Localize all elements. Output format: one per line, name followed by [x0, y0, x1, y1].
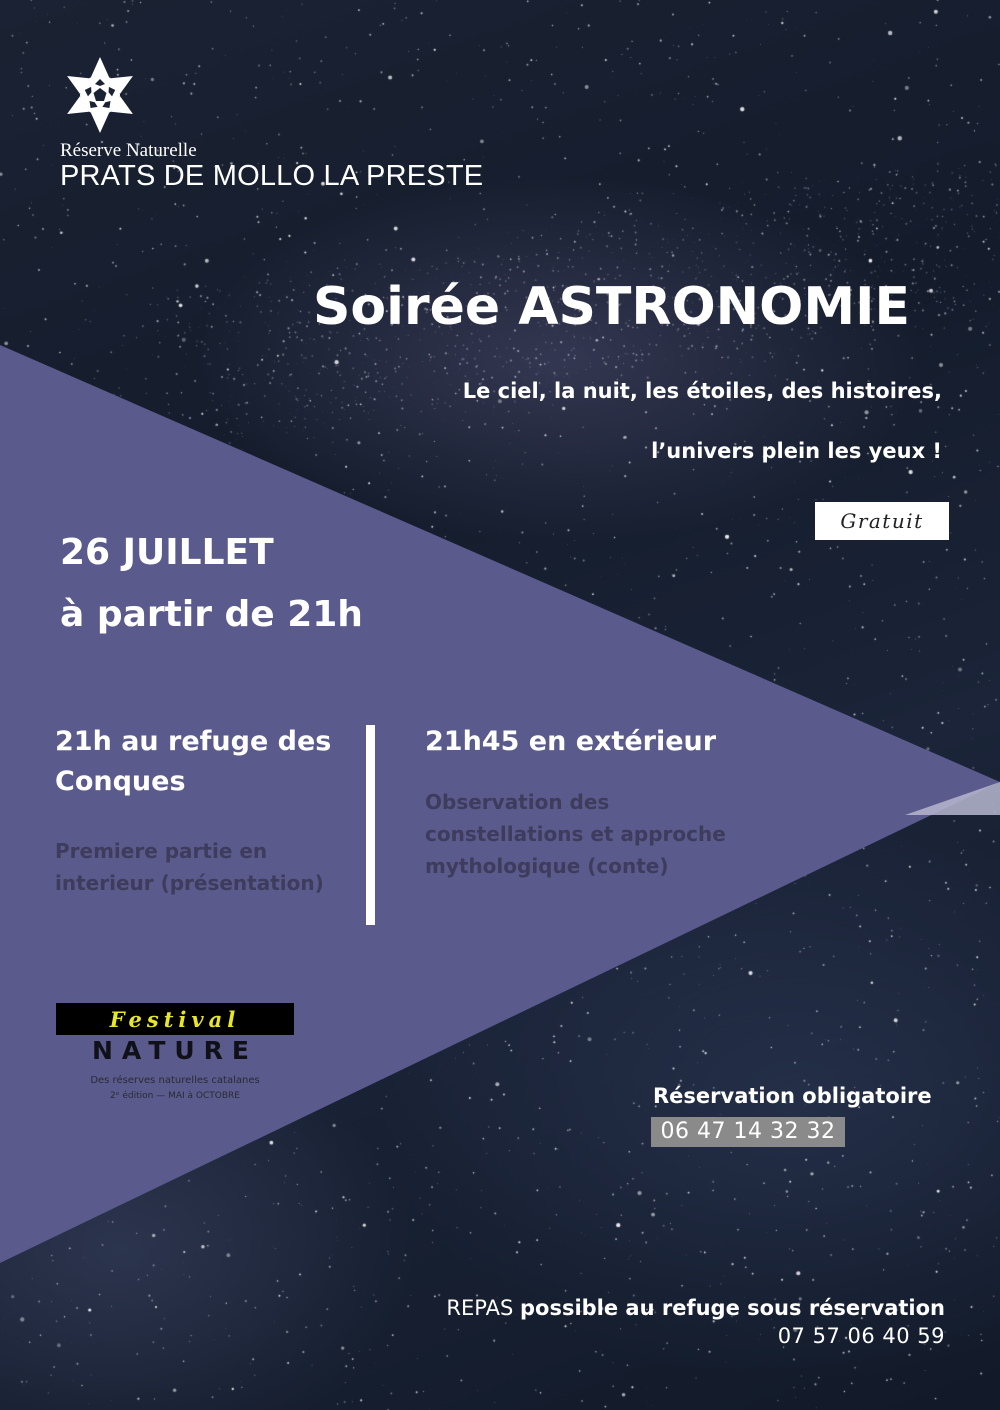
- reserve-logo-icon: [60, 55, 140, 135]
- free-badge: Gratuit: [815, 502, 949, 540]
- festival-word: Festival: [109, 1006, 241, 1032]
- event-date: 26 JUILLET: [60, 532, 274, 573]
- festival-logo-bar: [56, 1003, 294, 1035]
- meal-text: possible au refuge sous réservation: [519, 1296, 945, 1320]
- tagline-line2: l’univers plein les yeux !: [651, 439, 942, 463]
- festival-subline1: Des réserves naturelles catalanes: [90, 1075, 260, 1086]
- event-title: Soirée ASTRONOMIE: [312, 277, 910, 337]
- festival-subline2: 2ᵉ édition — MAI à OCTOBRE: [110, 1091, 240, 1101]
- reserve-name-line2: PRATS DE MOLLO LA PRESTE: [60, 160, 484, 192]
- tagline-line1: Le ciel, la nuit, les étoiles, des histoires,: [462, 379, 942, 403]
- festival-nature-word: NATURE: [91, 1036, 258, 1065]
- event-start-time: à partir de 21h: [60, 594, 363, 635]
- program-divider: [366, 725, 375, 925]
- program-second-heading: 21h45 en extérieur: [425, 726, 717, 757]
- program-first-heading: 21h au refuge des Conques: [55, 726, 332, 797]
- reserve-name-line1: Réserve Naturelle: [60, 140, 197, 161]
- meal-phone[interactable]: 07 57 06 40 59: [777, 1324, 945, 1348]
- reservation-phone[interactable]: 06 47 14 32 32: [651, 1117, 845, 1147]
- program-first-description: Premiere partie en interieur (présentation): [55, 839, 324, 895]
- program-second-description: Observation des constellations et approche mythologique (conte): [425, 790, 726, 878]
- reservation-label: Réservation obligatoire: [653, 1084, 932, 1108]
- meal-label: REPAS: [446, 1296, 514, 1320]
